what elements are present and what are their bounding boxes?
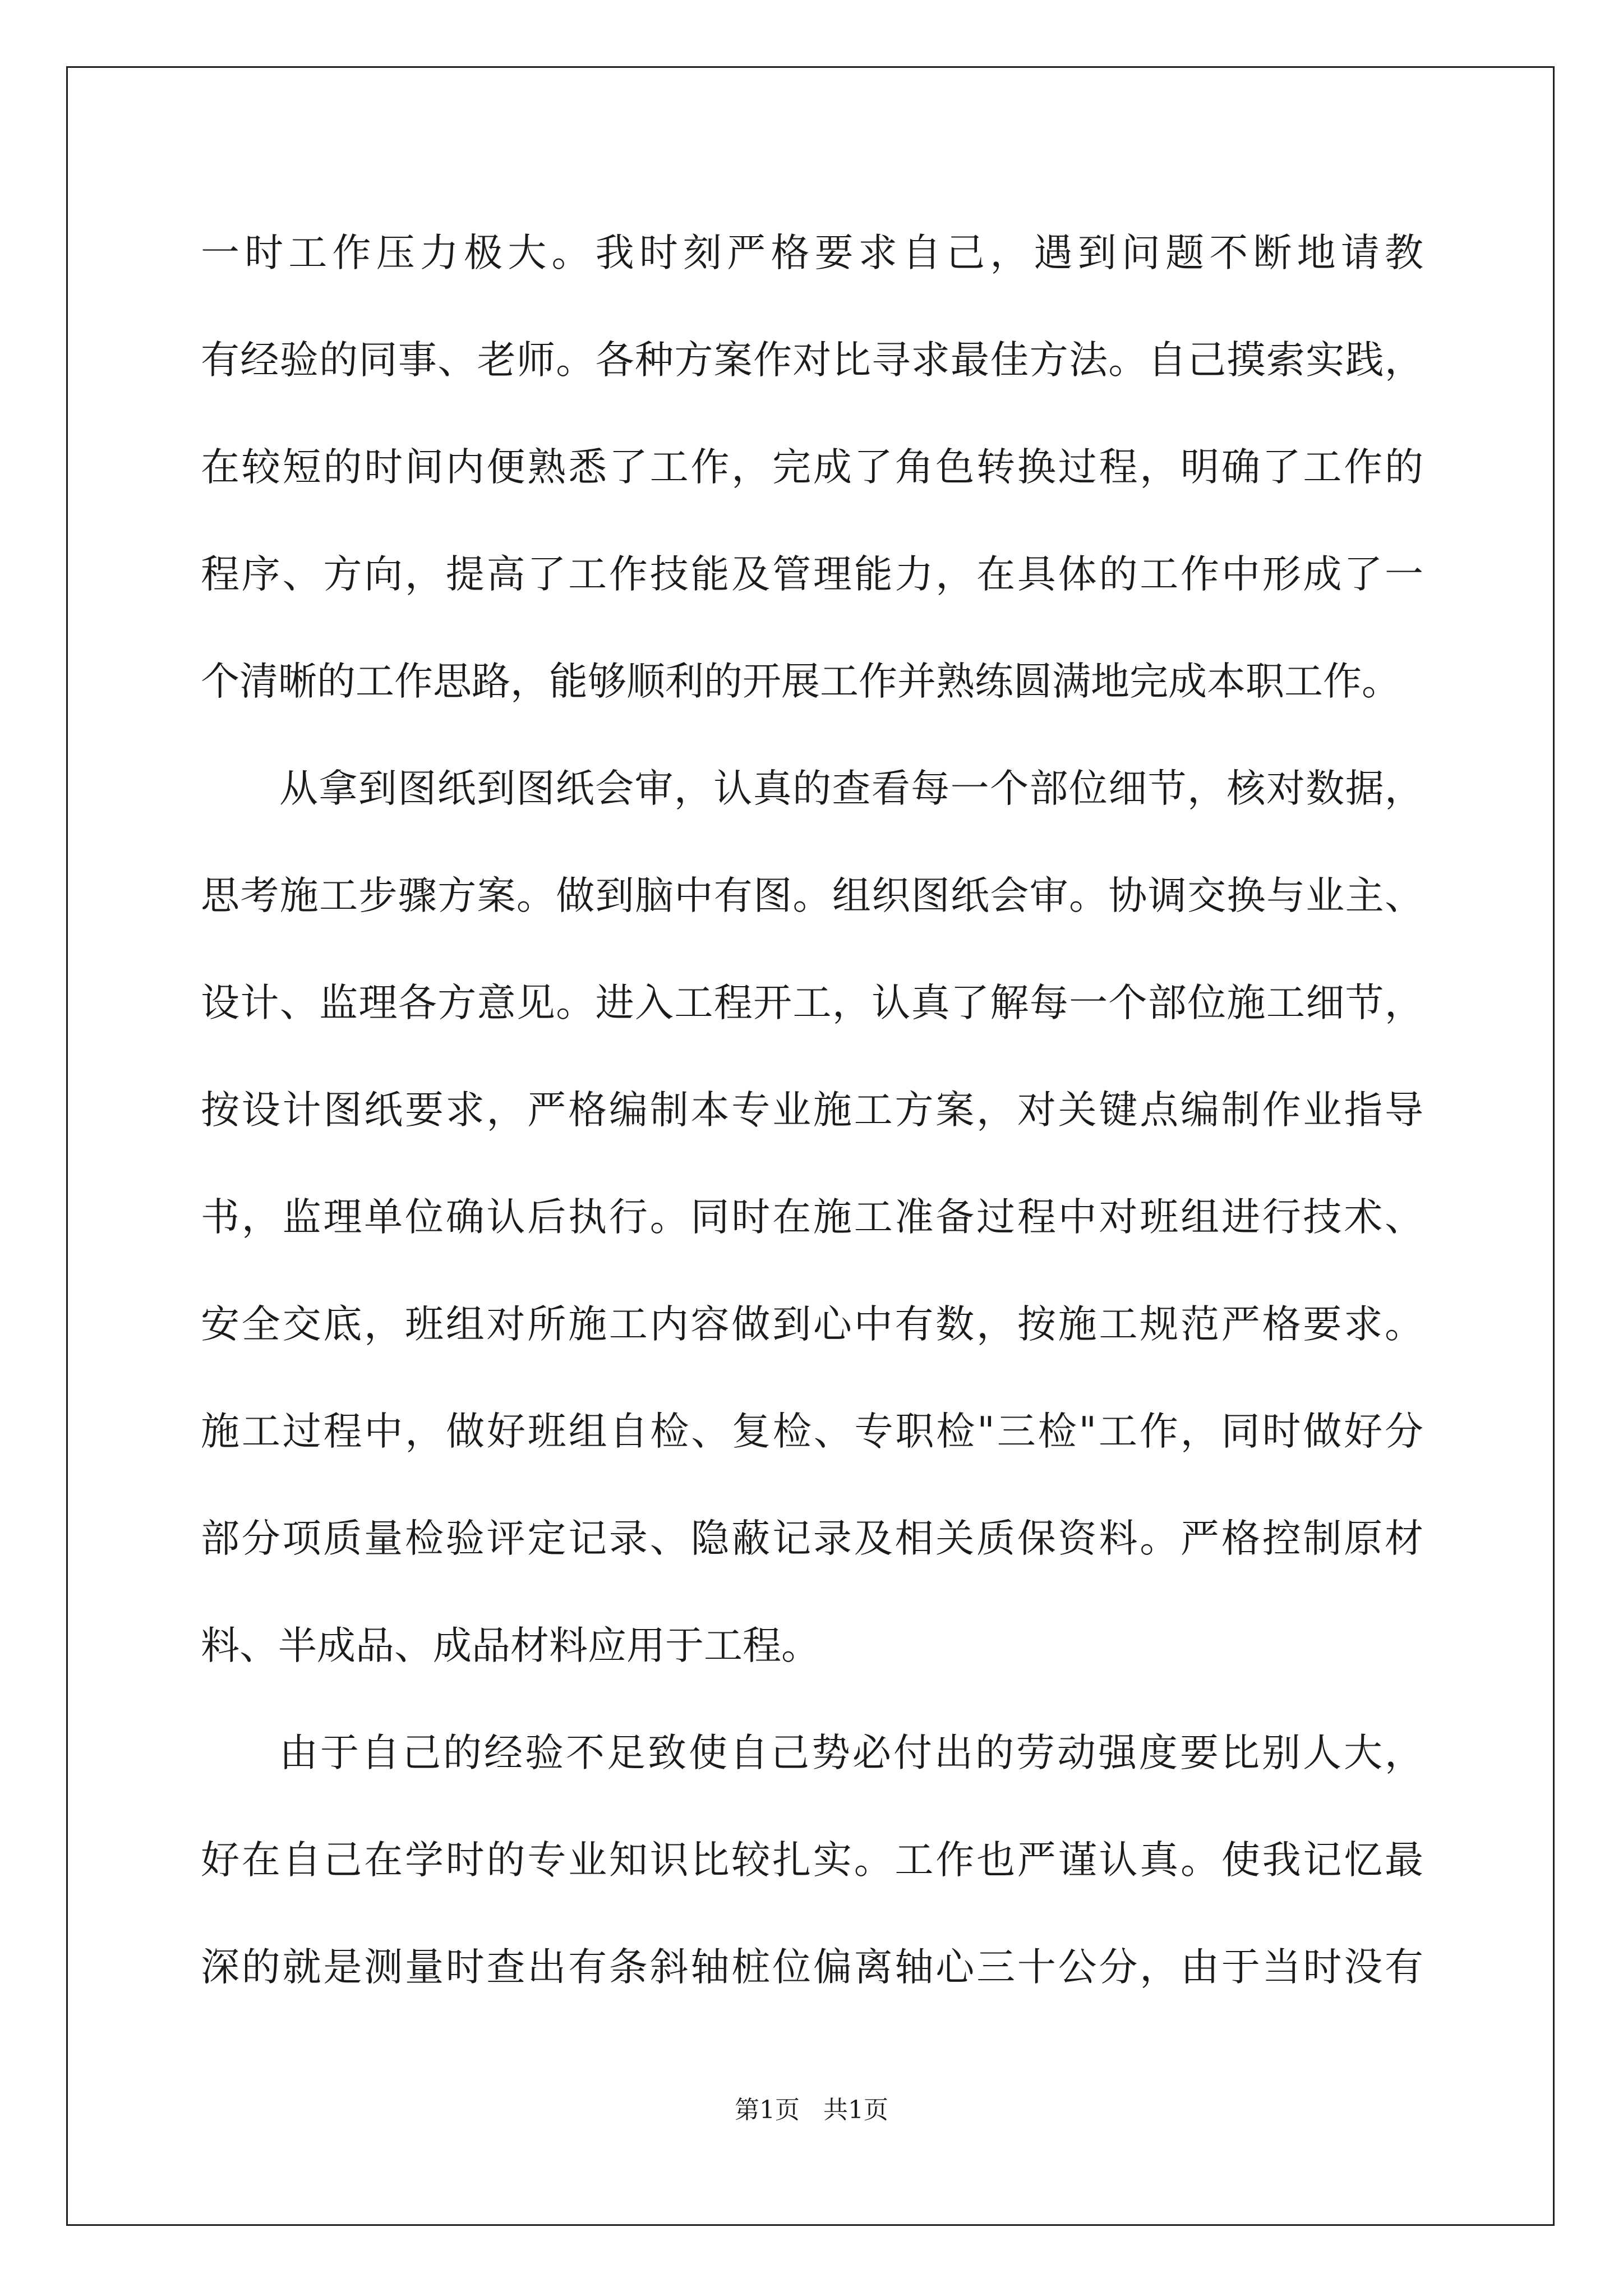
text-line-16: 好在自己在学时的专业知识比较扎实。工作也严谨认真。使我记忆最 — [201, 1838, 1423, 1883]
text-line-6: 从拿到图纸到图纸会审，认真的查看每一个部位细节，核对数据， — [279, 766, 1423, 811]
text-line-17: 深的就是测量时查出有条斜轴桩位偏离轴心三十公分，由于当时没有 — [201, 1945, 1423, 1990]
text-line-5: 个清晰的工作思路，能够顺利的开展工作并熟练圆满地完成本职工作。 — [201, 659, 1400, 704]
page-number-footer: 第1页 共1页 — [735, 2096, 888, 2124]
text-line-10: 书，监理单位确认后执行。同时在施工准备过程中对班组进行技术、 — [201, 1195, 1423, 1240]
text-line-11: 安全交底，班组对所施工内容做到心中有数，按施工规范严格要求。 — [201, 1302, 1423, 1347]
text-line-8: 设计、监理各方意见。进入工程开工，认真了解每一个部位施工细节， — [201, 981, 1423, 1025]
text-line-2: 有经验的同事、老师。各种方案作对比寻求最佳方法。自己摸索实践， — [201, 338, 1423, 383]
text-line-14: 料、半成品、成品材料应用于工程。 — [201, 1623, 820, 1668]
text-line-4: 程序、方向，提高了工作技能及管理能力，在具体的工作中形成了一 — [201, 552, 1423, 597]
text-line-12: 施工过程中，做好班组自检、复检、专职检"三检"工作，同时做好分 — [201, 1409, 1423, 1454]
text-line-1: 一时工作压力极大。我时刻严格要求自己，遇到问题不断地请教 — [201, 231, 1423, 275]
document-body — [201, 222, 1423, 2043]
text-line-15: 由于自己的经验不足致使自己势必付出的劳动强度要比别人大， — [279, 1731, 1423, 1775]
text-line-7: 思考施工步骤方案。做到脑中有图。组织图纸会审。协调交换与业主、 — [201, 873, 1423, 918]
text-line-13: 部分项质量检验评定记录、隐蔽记录及相关质保资料。严格控制原材 — [201, 1516, 1423, 1561]
text-line-9: 按设计图纸要求，严格编制本专业施工方案，对关键点编制作业指导 — [201, 1088, 1423, 1133]
text-line-3: 在较短的时间内便熟悉了工作，完成了角色转换过程，明确了工作的 — [201, 445, 1423, 490]
